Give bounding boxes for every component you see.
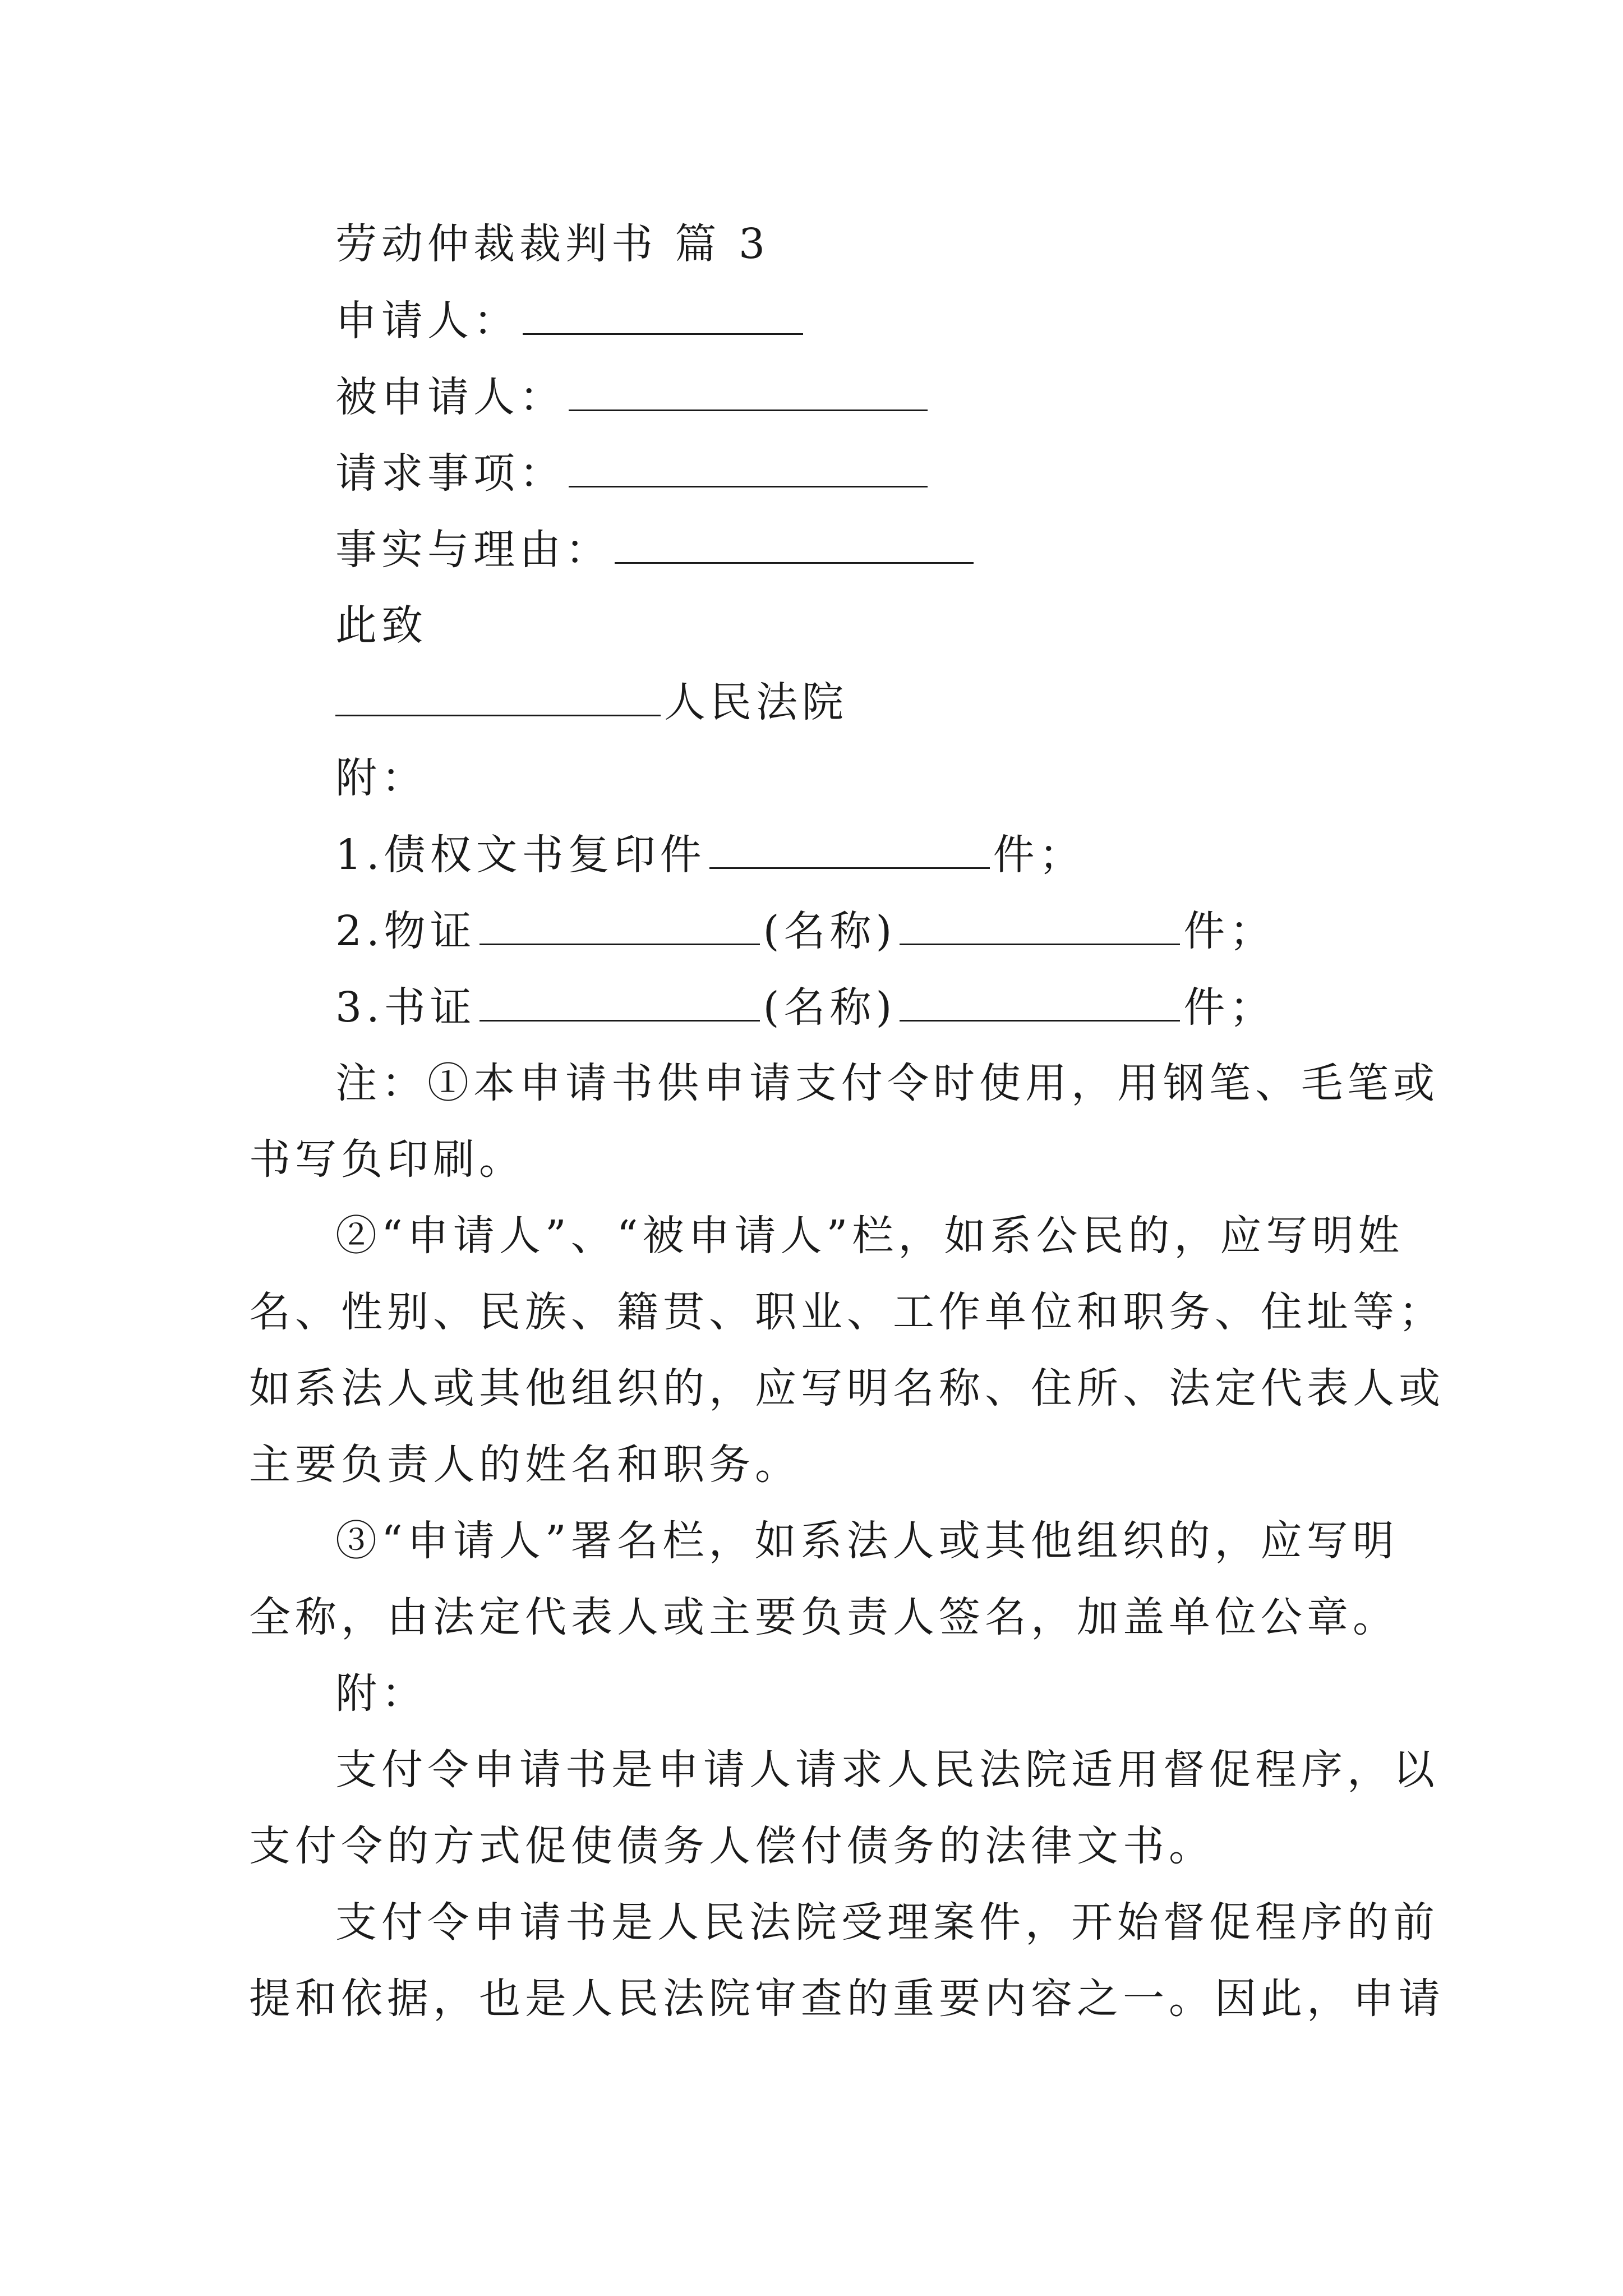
court-suffix: 人民法院 — [664, 678, 848, 726]
para2-line2-text: 提和依据，也是人民法院审查的重要内容之一。因此，申请 — [249, 1975, 1445, 2023]
facts-blank — [615, 528, 974, 564]
appendix-para2-line2 — [249, 1975, 1445, 2023]
note2-line3 — [249, 1364, 1445, 1412]
title-text: 劳动仲裁裁判书 篇 3 — [335, 220, 770, 268]
item3-suffix: 件； — [1183, 983, 1276, 1032]
item2-blank-a — [479, 910, 760, 945]
item2-suffix: 件； — [1183, 907, 1276, 955]
item2-middle: (名称) — [763, 907, 897, 955]
item3-blank-b — [900, 986, 1180, 1022]
respondent-row — [335, 373, 1479, 421]
request-blank — [569, 452, 928, 487]
document-title — [335, 220, 1479, 268]
court-row — [335, 678, 1479, 726]
appendix-heading — [335, 1669, 1479, 1718]
note2-line3-text: 如系法人或其他组织的，应写明名称、住所、法定代表人或 — [249, 1364, 1445, 1412]
respondent-label: 被申请人： — [335, 373, 565, 421]
appendix-para2-line1 — [335, 1898, 1479, 1947]
applicant-label: 申请人： — [335, 297, 519, 345]
item3-middle: (名称) — [763, 983, 897, 1032]
request-row — [335, 449, 1479, 498]
note3-line2-text: 全称，由法定代表人或主要负责人签名，加盖单位公章。 — [249, 1593, 1399, 1641]
para1-line1-text: 支付令申请书是申请人请求人民法院适用督促程序，以 — [335, 1746, 1439, 1794]
applicant-row — [335, 297, 1479, 345]
note2-line4 — [249, 1441, 1393, 1489]
attachments-heading — [335, 754, 1479, 802]
para2-line1-text: 支付令申请书是人民法院受理案件，开始督促程序的前 — [335, 1898, 1439, 1947]
appendix-para1-line1 — [335, 1746, 1479, 1794]
note1-line1-text: 注：①本申请书供申请支付令时使用，用钢笔、毛笔或 — [335, 1059, 1439, 1107]
note2-line2-text: 名、性别、民族、籍贯、职业、工作单位和职务、住址等； — [249, 1288, 1445, 1336]
item1-suffix: 件； — [993, 831, 1085, 879]
ci-zhi-text: 此致 — [335, 601, 427, 650]
request-label: 请求事项： — [335, 449, 565, 498]
item1-blank — [709, 834, 990, 869]
note2-line4-text: 主要负责人的姓名和职务。 — [249, 1441, 801, 1489]
item1-prefix: 1.债权文书复印件 — [335, 831, 706, 879]
note2-line2 — [249, 1288, 1445, 1336]
note1-line2 — [249, 1135, 1393, 1184]
para1-line2-text: 支付令的方式促使债务人偿付债务的法律文书。 — [249, 1822, 1215, 1870]
court-blank — [335, 681, 661, 716]
applicant-blank — [523, 300, 803, 335]
facts-label: 事实与理由： — [335, 526, 611, 574]
item3-blank-a — [479, 986, 760, 1022]
note3-line1-text: ③“申请人”署名栏，如系法人或其他组织的，应写明 — [335, 1517, 1399, 1565]
note2-line1-text: ②“申请人”、“被申请人”栏，如系公民的，应写明姓 — [335, 1212, 1404, 1260]
attachments-heading-text: 附： — [335, 754, 427, 802]
attachment-item-1 — [335, 831, 1479, 879]
item3-prefix: 3.书证 — [335, 983, 476, 1032]
item2-prefix: 2.物证 — [335, 907, 476, 955]
note2-line1 — [335, 1212, 1479, 1260]
note1-line2-text: 书写负印刷。 — [249, 1135, 525, 1184]
respondent-blank — [569, 376, 928, 411]
item2-blank-b — [900, 910, 1180, 945]
ci-zhi-row — [335, 601, 1479, 650]
attachment-item-2 — [335, 907, 1479, 955]
attachment-item-3 — [335, 983, 1479, 1032]
note1-line1 — [335, 1059, 1479, 1107]
facts-row — [335, 526, 1479, 574]
note3-line2 — [249, 1593, 1399, 1641]
note3-line1 — [335, 1517, 1479, 1565]
appendix-heading-text: 附： — [335, 1669, 427, 1718]
appendix-para1-line2 — [249, 1822, 1393, 1870]
